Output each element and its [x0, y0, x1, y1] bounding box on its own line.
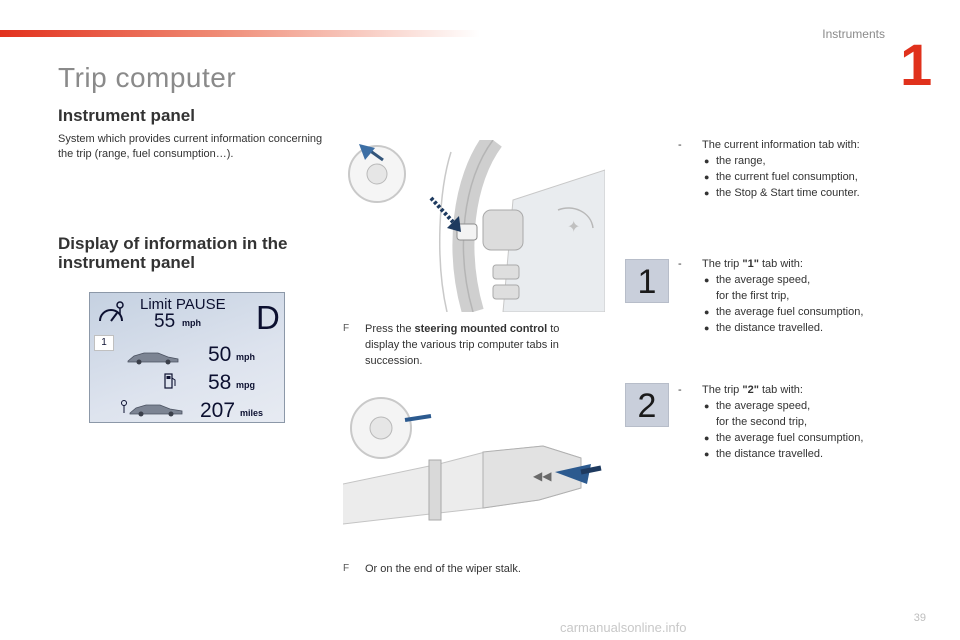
list-item: ● the distance travelled. [704, 322, 824, 334]
speedometer-icon [96, 301, 126, 327]
chapter-name: Instruments [822, 27, 885, 41]
list-item-continuation: for the second trip, [716, 416, 808, 428]
wiper-stalk-illustration [343, 392, 605, 528]
chapter-number: 1 [900, 33, 933, 98]
step-marker-2: F [343, 563, 350, 574]
step-marker: F [343, 323, 350, 334]
step1-text-post: to display the various trip computer tabs in succession. [365, 323, 560, 367]
tab3-intro: The trip "2" tab with: [702, 384, 803, 396]
list-item: ● the average speed, [704, 400, 811, 412]
tab2-intro: The trip "1" tab with: [702, 258, 803, 270]
list-item: ● the range, [704, 155, 766, 167]
trip-1-number-box: 1 [625, 259, 669, 303]
fuel-consumption-unit: mpg [236, 380, 255, 390]
list-item-continuation: for the first trip, [716, 290, 790, 302]
tab1-intro: The current information tab with: [702, 139, 860, 151]
car-icon [126, 349, 180, 365]
current-info-tab-description: - The current information tab with: ● the range, ● the current fuel consumption, ● the Stop & Start time counter. [678, 137, 918, 201]
speed-value: 55 [154, 311, 176, 332]
average-speed-value: 50 [208, 343, 232, 366]
list-item: ● the average fuel consumption, [704, 306, 864, 318]
watermark: carmanualsonline.info [560, 620, 687, 635]
subsection-heading: Display of information in the instrument panel [58, 234, 288, 272]
fuel-pump-icon [164, 373, 176, 389]
fuel-consumption-value: 58 [208, 371, 232, 394]
trip-2-tab-description: - The trip "2" tab with: ● the average speed, for the second trip, ● the average fuel consumption, ● the distance travelled. [678, 382, 918, 462]
trip-2-number-box: 2 [625, 383, 669, 427]
distance-value: 207 [200, 399, 236, 422]
page-title: Trip computer [58, 62, 237, 93]
car-range-icon [120, 399, 184, 417]
steering-wheel-illustration [343, 140, 605, 312]
step1-text [343, 321, 593, 369]
step-wiper-stalk [343, 561, 593, 577]
step1-text-bold: steering mounted control [414, 323, 548, 335]
distance-unit: miles [240, 408, 264, 418]
step1-text-pre: Press the [365, 323, 415, 335]
svg-text:◀◀: ◀◀ [533, 469, 552, 483]
step2-text: Or on the end of the wiper stalk. [365, 563, 521, 575]
instrument-display [89, 292, 285, 423]
list-item: ● the Stop & Start time counter. [704, 187, 860, 199]
tab-number: 1 [94, 335, 114, 351]
gear-indicator: D [256, 299, 280, 336]
top-accent-bar [0, 30, 480, 37]
intro-text: System which provides current information concerning the trip (range, fuel consumption…). [58, 133, 323, 160]
section-heading: Instrument panel [58, 106, 195, 125]
list-item: ● the average fuel consumption, [704, 432, 864, 444]
svg-text:✦: ✦ [567, 217, 581, 236]
average-speed-unit: mph [236, 352, 255, 362]
step-steering-control [343, 321, 593, 369]
page-number: 39 [913, 612, 926, 624]
list-item: ● the current fuel consumption, [704, 171, 858, 183]
speed-unit: mph [182, 318, 201, 328]
list-item: ● the average speed, [704, 274, 811, 286]
limit-label: Limit PAUSE [140, 296, 226, 313]
list-item: ● the distance travelled. [704, 448, 824, 460]
trip-1-tab-description: - The trip "1" tab with: ● the average speed, for the first trip, ● the average fuel consumption, ● the distance travelled. [678, 256, 918, 336]
